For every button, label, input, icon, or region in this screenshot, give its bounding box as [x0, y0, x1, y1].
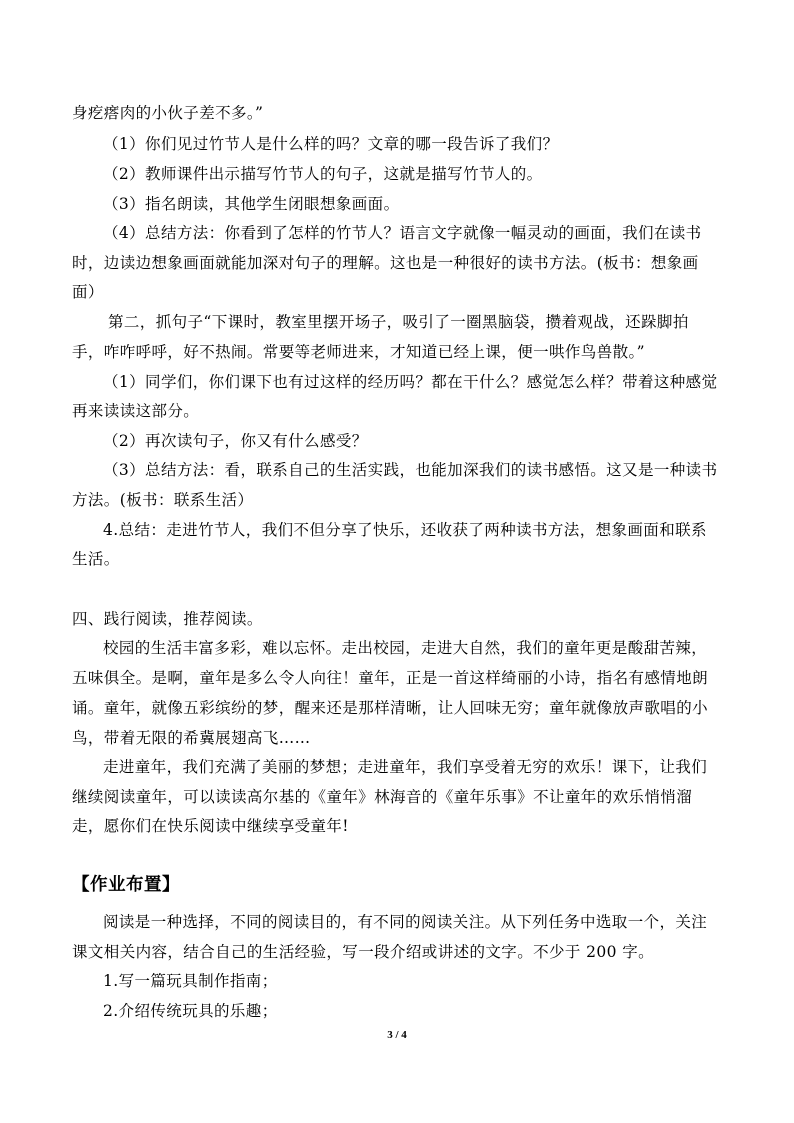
text-line: 4.总结：走进竹节人，我们不但分享了快乐，还收获了两种读书方法，想象画面和联系 [103, 521, 707, 539]
text-line: 身疙瘩肉的小伙子差不多。” [72, 104, 264, 122]
text-line: 走进童年，我们充满了美丽的梦想；走进童年，我们享受着无穷的欢乐！课下，让我们 [103, 758, 708, 776]
text-line: （2）再次读句子，你又有什么感受？ [103, 432, 368, 450]
text-line: 方法。(板书：联系生活） [72, 491, 254, 509]
text-line: 手，咋咋呼呼，好不热闹。常要等老师进来，才知道已经上课，便一哄作鸟兽散。” [72, 343, 645, 361]
section-title: 四、践行阅读，推荐阅读。 [72, 610, 263, 628]
text-line: 生活。 [72, 550, 120, 568]
text-line: 第二，抓句子“下课时，教室里摆开场子，吸引了一圈黑脑袋，攒着观战，还跺脚拍 [108, 313, 689, 331]
text-line: 五味俱全。是啊，童年是多么令人向往！童年，正是一首这样绮丽的小诗，指名有感情地朗 [72, 669, 709, 687]
text-line: 校园的生活丰富多彩，难以忘怀。走出校园，走进大自然，我们的童年更是酸甜苦辣， [103, 639, 708, 657]
text-line: 时，边读边想象画面就能加深对句子的理解。这也是一种很好的读书方法。(板书：想象画 [72, 254, 699, 272]
text-line: （1）你们见过竹节人是什么样的吗？文章的哪一段告诉了我们？ [103, 135, 559, 153]
homework-line: 阅读是一种选择，不同的阅读目的，有不同的阅读关注。从下列任务中选取一个，关注 [103, 913, 708, 931]
text-line: （2）教师课件出示描写竹节人的句子，这就是描写竹节人的。 [103, 165, 543, 183]
homework-heading: 【作业布置】 [72, 875, 180, 895]
text-line: （4）总结方法：你看到了怎样的竹节人？语言文字就像一幅灵动的画面，我们在读书 [103, 224, 702, 242]
text-line: 面） [72, 283, 104, 301]
homework-task: 1.写一篇玩具制作指南； [103, 972, 278, 990]
text-line: （3）总结方法：看，联系自己的生活实践，也能加深我们的读书感悟。这又是一种读书 [103, 461, 718, 479]
text-line: 继续阅读童年，可以读读高尔基的《童年》林海音的《童年乐事》不让童年的欢乐悄悄溜 [72, 788, 693, 806]
text-line: （3）指名朗读，其他学生闭眼想象画面。 [103, 195, 400, 213]
page-number: 3 / 4 [387, 1029, 407, 1041]
text-line: 鸟，带着无限的希冀展翅高飞…… [72, 729, 311, 747]
text-line: 再来读读这部分。 [72, 402, 200, 420]
text-line: 诵。童年，就像五彩缤纷的梦，醒来还是那样清晰，让人回味无穷；童年就像放声歌唱的小 [72, 699, 709, 717]
homework-task: 2.介绍传统玩具的乐趣； [103, 1002, 278, 1020]
text-line: 走，愿你们在快乐阅读中继续享受童年! [72, 817, 349, 835]
homework-line: 课文相关内容，结合自己的生活经验，写一段介绍或讲述的文字。不少于 200 字。 [72, 943, 655, 961]
text-line: （1）同学们，你们课下也有过这样的经历吗？都在干什么？感觉怎么样？带着这种感觉 [103, 373, 718, 391]
